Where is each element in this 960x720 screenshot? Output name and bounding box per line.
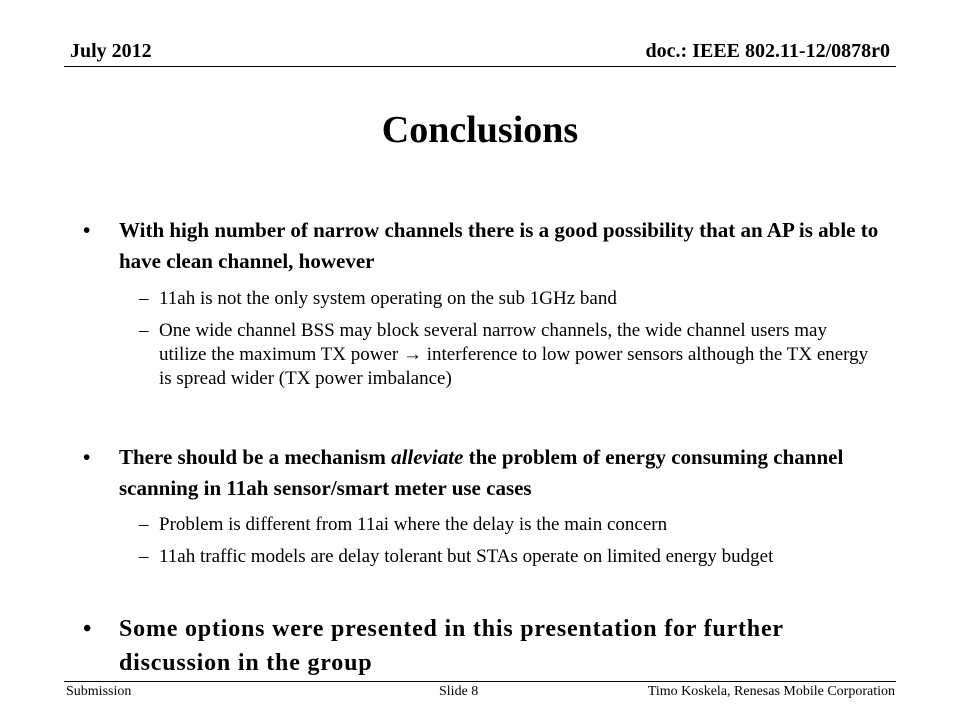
bullet-marker: • (83, 616, 93, 642)
bullet-emphasis: alleviate (391, 445, 464, 469)
sub-bullet-11ai (139, 513, 879, 537)
dash-marker: – (139, 320, 149, 341)
bullet-marker: • (83, 218, 91, 242)
sub-bullet-text: 11ah traffic models are delay tolerant but STAs operate on limited energy budget (159, 546, 774, 567)
bullet-clean-channel (83, 215, 879, 277)
right-arrow-icon: → (402, 344, 422, 365)
sub-bullet-text: 11ah is not the only system operating on the sub 1GHz band (159, 288, 617, 309)
bullet-options (83, 612, 879, 680)
header-doc-id: doc.: IEEE 802.11-12/0878r0 (645, 40, 890, 62)
sub-bullet-sub1ghz (139, 287, 879, 311)
dash-marker: – (139, 514, 149, 535)
bullet-text: Some options were presented in this presentation for further discussion in the group (119, 616, 784, 676)
header-divider (64, 66, 896, 67)
footer-author: Timo Koskela, Renesas Mobile Corporation (647, 684, 895, 699)
bullet-text-part1: There should be a mechanism (119, 445, 386, 469)
sub-bullet-text-part1: One wide channel BSS may block several narrow channels, the wide channel users may utilize the maximum TX power (159, 320, 827, 365)
dash-marker: – (139, 546, 149, 567)
footer-submission: Submission (66, 684, 132, 699)
sub-bullet-wide-channel (139, 319, 879, 391)
footer-divider (64, 681, 896, 682)
sub-bullet-text: Problem is different from 11ai where the delay is the main concern (159, 514, 668, 535)
slide-title: Conclusions (381, 109, 579, 151)
bullet-text-part2: the problem of energy consuming channel scanning in 11ah sensor/smart meter use cases (119, 445, 844, 500)
dash-marker: – (139, 288, 149, 309)
header-date: July 2012 (70, 40, 152, 62)
bullet-marker: • (83, 445, 91, 469)
sub-bullet-text-part2: interference to low power sensors although the TX energy is spread wider (TX power imbalance) (159, 344, 869, 389)
bullet-mechanism (83, 442, 879, 504)
footer-slide-number: Slide 8 (439, 684, 479, 699)
bullet-text: With high number of narrow channels there is a good possibility that an AP is able to have clean channel, however (119, 218, 879, 273)
sub-bullet-traffic-models (139, 545, 879, 569)
